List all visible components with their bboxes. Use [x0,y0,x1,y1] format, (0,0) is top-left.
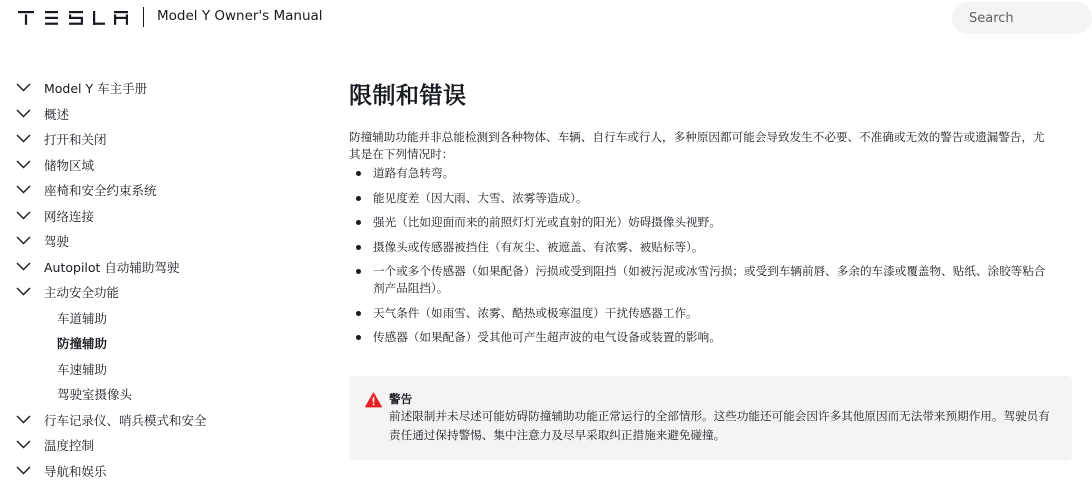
intro-paragraph: 防撞辅助功能并非总能检测到各种物体、车辆、自行车或行人，多种原因都可能会导致发生不必要、不准确或无效的警告或遗漏警告，尤其是在下列情况时： [349,129,1049,163]
sidebar-subitem-lane-assist[interactable] [0,306,330,332]
chevron-down-icon [16,439,31,449]
list-item [349,165,1055,182]
sidebar-item-label: Autopilot 自动辅助驾驶 [44,258,179,276]
list-item [349,329,1055,346]
sidebar-item-connectivity[interactable] [0,204,330,230]
sidebar-item-overview[interactable] [0,102,330,128]
sidebar-item-dashcam-sentry[interactable] [0,408,330,434]
sidebar-item-driving[interactable] [0,229,330,255]
chevron-down-icon [16,133,31,143]
header [0,0,1080,38]
sidebar-subitem-cabin-camera[interactable] [0,382,330,408]
warning-title: 警告 [389,391,412,407]
sidebar-item-label: 驾驶 [44,232,69,250]
sidebar-subitem-label: 驾驶室摄像头 [57,385,132,403]
sidebar-item-label: 导航和娱乐 [44,462,107,480]
warning-box [349,376,1072,460]
bullet-icon [356,196,361,201]
chevron-down-icon [16,414,31,424]
sidebar-item-label: 主动安全功能 [44,283,119,301]
main-content [349,80,1055,346]
list-item-text: 天气条件（如雨雪、浓雾、酷热或极寒温度）干扰传感器工作。 [373,306,698,320]
list-item-text: 能见度差（因大雨、大雪、浓雾等造成）。 [373,191,587,205]
bullet-icon [356,171,361,176]
sidebar-item-autopilot[interactable] [0,255,330,281]
chevron-down-icon [16,82,31,92]
sidebar-item-label: 座椅和安全约束系统 [44,181,157,199]
sidebar-subitem-speed-assist[interactable] [0,357,330,383]
chevron-down-icon [16,235,31,245]
search-input[interactable] [952,2,1092,34]
page-title: 限制和错误 [349,80,1055,112]
sidebar-item-opening-closing[interactable] [0,127,330,153]
list-item [349,239,1055,256]
sidebar-item-storage[interactable] [0,153,330,179]
chevron-down-icon [16,465,31,475]
manual-title[interactable]: Model Y Owner's Manual [157,8,323,24]
sidebar-item-label: 温度控制 [44,436,94,454]
sidebar-item-seats-restraints[interactable] [0,178,330,204]
sidebar-item-label: 行车记录仪、哨兵模式和安全 [44,411,207,429]
bullet-icon [356,311,361,316]
sidebar-item-active-safety[interactable] [0,280,330,306]
sidebar-item-climate[interactable] [0,433,330,459]
chevron-down-icon [16,108,31,118]
chevron-down-icon [16,159,31,169]
tesla-wordmark-icon [18,11,128,25]
header-divider [143,7,144,27]
list-item-text: 摄像头或传感器被挡住（有灰尘、被遮盖、有浓雾、被贴标等）。 [373,240,703,254]
warning-text: 前述限制并未尽述可能妨碍防撞辅助功能正常运行的全部情形。这些功能还可能会因许多其他原因而无法带来预期作用。驾驶员有责任通过保持警惕、集中注意力及尽早采取纠正措施来避免碰撞。 [389,407,1059,445]
chevron-down-icon [16,210,31,220]
sidebar-item-model-y-manual[interactable] [0,76,330,102]
bullet-icon [356,269,361,274]
list-item [349,263,1055,297]
sidebar-nav [0,76,330,484]
chevron-down-icon [16,184,31,194]
warning-triangle-icon [365,392,382,408]
sidebar-item-label: 打开和关闭 [44,130,107,148]
list-item [349,190,1055,207]
list-item-text: 传感器（如果配备）受其他可产生超声波的电气设备或装置的影响。 [373,330,721,344]
sidebar-item-navigation-media[interactable] [0,459,330,484]
limitations-list [349,165,1055,346]
list-item-text: 强光（比如迎面而来的前照灯灯光或直射的阳光）妨碍摄像头视野。 [373,215,721,229]
sidebar-item-label: 概述 [44,105,69,123]
bullet-icon [356,220,361,225]
sidebar-subitem-label: 防撞辅助 [57,334,107,352]
list-item [349,214,1055,231]
list-item-text: 一个或多个传感器（如果配备）污损或受到阻挡（如被污泥或冰雪污损；或受到车辆前唇、多余的车漆或覆盖物、贴纸、涂胶等粘合剂产品阻挡）。 [373,264,1045,295]
sidebar-item-label: 网络连接 [44,207,94,225]
tesla-logo[interactable] [18,10,128,26]
sidebar-subitem-collision-avoidance[interactable] [0,331,330,357]
sidebar-item-label: Model Y 车主手册 [44,79,147,97]
sidebar-subitem-label: 车道辅助 [57,309,107,327]
sidebar-subitem-label: 车速辅助 [57,360,107,378]
chevron-down-icon [16,261,31,271]
bullet-icon [356,335,361,340]
chevron-down-icon [16,286,31,296]
sidebar-item-label: 储物区域 [44,156,94,174]
bullet-icon [356,245,361,250]
list-item [349,305,1055,322]
list-item-text: 道路有急转弯。 [373,166,454,180]
